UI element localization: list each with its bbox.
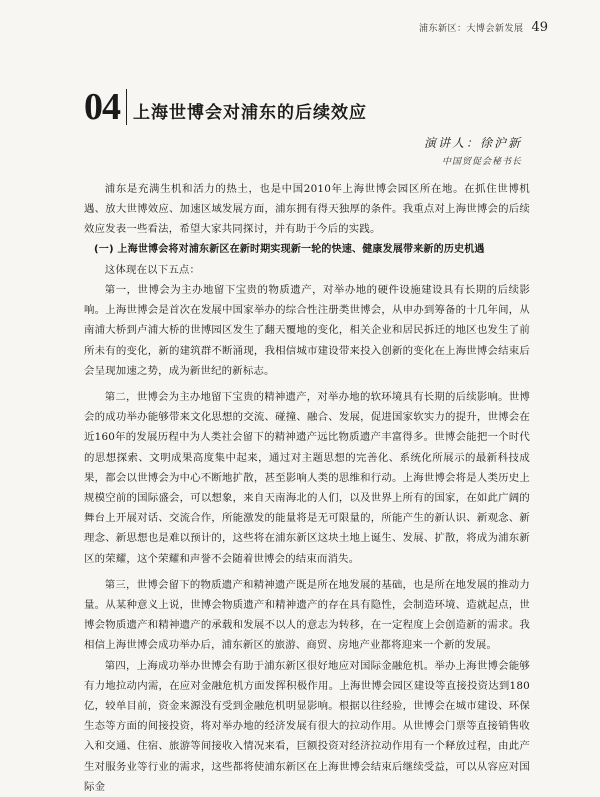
page-number: 49 — [531, 20, 548, 35]
speaker-line: 演讲人：徐沪新 — [423, 136, 522, 150]
chapter-divider — [126, 89, 127, 125]
speaker-affiliation: 中国贸促会秘书长 — [441, 157, 522, 167]
chapter-heading — [84, 88, 367, 126]
article-body — [84, 179, 530, 797]
intro-paragraph: 浦东是充满生机和活力的热土，也是中国2010年上海世博会园区所在地。在抓住世博机遇、放大世博效应、加速区域发展方面，浦东拥有得天独厚的条件。我重点对上海世博会的后续效应发表一些看法，希望大家共同探讨，并有助于今后的实践。 — [84, 183, 530, 236]
chapter-title: 上海世博会对浦东的后续效应 — [133, 102, 367, 123]
paragraph-point-1: 第一，世博会为主办地留下宝贵的物质遗产，对举办地的硬件设施建设具有长期的后续影响。上海世博会是首次在发展中国家举办的综合性注册类世博会，从申办到筹备的十几年间，从南浦大桥到卢浦大桥的世博园区发生了翻天覆地的变化，相关企业和居民拆迁的地区也发生了前所未有的变化，新的建筑群不断涌现，我相信城市建设带来投入创新的变化在上海世博会结束后会呈现加速之势，成为新世纪的新标志。 — [84, 284, 530, 377]
section-heading: (一) 上海世博会将对浦东新区在新时期实现新一轮的快速、健康发展带来新的历史机遇 — [94, 243, 485, 255]
running-head-text: 浦东新区：大博会新发展 — [418, 24, 524, 34]
paragraph-point-2: 第二，世博会为主办地留下宝贵的精神遗产，对举办地的软环境具有长期的后续影响。世博会的成功举办能够带来文化思想的交流、碰撞、融合、发展，促进国家软实力的提升，世博会在近160年的发展历程中为人类社会留下的精神遗产远比物质遗产丰富得多。世博会能把一个时代的思想探索、文明成果高度集中起来，通过对主题思想的完善化、系统化所展示的最新科技成果，都会以世博会为中心不断地扩散，甚至影响人类的思维和行动。上海世博会将是人类历史上规模空前的国际盛会，可以想象，来自天南海北的人们，以及世界上所有的国家，在如此广阔的舞台上开展对话、交流合作，所能激发的能量将是无可限量的，所能产生的新认识、新观念、新理念、新思想也是难以预计的，这些将在浦东新区这块土地上诞生、发展、扩散，将成为浦东新区的荣耀，这个荣耀和声誉不会随着世博会的结束而消失。 — [84, 391, 530, 565]
paragraph-point-3: 第三，世博会留下的物质遗产和精神遗产既是所在地发展的基础，也是所在地发展的推动力量。从某种意义上说，世博会物质遗产和精神遗产的存在具有隐性，会制造环境、造就起点，世博会物质遗产和精神遗产的承载和发展不以人的意志为转移，在一定程度上会创造新的需求。我相信上海世博会成功举办后，浦东新区的旅游、商贸、房地产业都将迎来一个新的发展。 — [84, 578, 530, 652]
chapter-number: 04 — [84, 86, 120, 128]
section-lead: 这体现在以下五点： — [104, 263, 201, 276]
paragraph-point-4: 第四，上海成功举办世博会有助于浦东新区很好地应对国际金融危机。举办上海世博会能够有力地拉动内需，在应对金融危机方面发挥积极作用。上海世博会园区建设等直接投资达到180亿，较单目前，资金来源没有受到金融危机明显影响。根据以往经验，世博会在城市建设、环保生态等方面的间接投资，将对举办地的经济发展有很大的拉动作用。从世博会门票等直接销售收入和交通、住宿、旅游等间接收入情况来看，巨额投资对经济拉动作用有一个释放过程，由此产生对服务业等行业的需求，这些都将使浦东新区在上海世博会结束后继续受益，可以从容应对国际金 — [84, 659, 530, 793]
running-head — [419, 20, 548, 35]
